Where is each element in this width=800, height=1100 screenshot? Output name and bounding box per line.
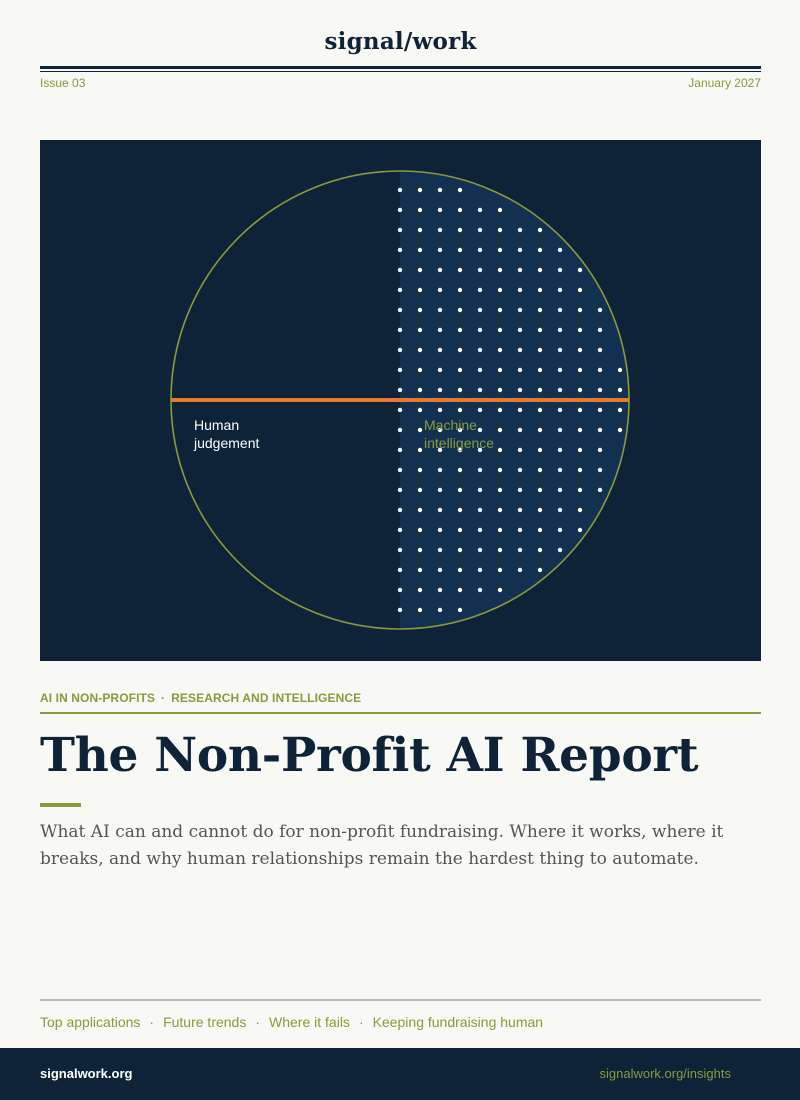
grid-dot [498, 268, 502, 272]
grid-dot [538, 508, 542, 512]
grid-dot [398, 188, 402, 192]
grid-dot [478, 468, 482, 472]
grid-dot [418, 268, 422, 272]
grid-dot [618, 388, 622, 392]
grid-dot [438, 548, 442, 552]
toc-item-keeping-fundraising-human[interactable]: Keeping fundraising human [372, 1014, 544, 1030]
grid-dot [418, 368, 422, 372]
grid-dot [438, 328, 442, 332]
grid-dot [538, 268, 542, 272]
grid-dot [498, 508, 502, 512]
toc-separator: · [149, 1014, 155, 1030]
grid-dot [578, 448, 582, 452]
grid-dot [478, 288, 482, 292]
grid-dot [558, 548, 562, 552]
grid-dot [578, 348, 582, 352]
machine-label-line-1: Machine [424, 417, 477, 433]
human-judgement-label [194, 416, 294, 452]
issue-date: January 2027 [688, 76, 761, 90]
grid-dot [458, 308, 462, 312]
footer-bar [0, 1048, 800, 1100]
grid-dot [418, 608, 422, 612]
grid-dot [418, 528, 422, 532]
grid-dot [538, 448, 542, 452]
grid-dot [598, 328, 602, 332]
grid-dot [458, 368, 462, 372]
grid-dot [438, 348, 442, 352]
grid-dot [518, 568, 522, 572]
human-label-line-2: judgement [194, 435, 260, 451]
grid-dot [398, 608, 402, 612]
report-title: The Non-Profit AI Report [40, 728, 699, 783]
grid-dot [478, 388, 482, 392]
masthead-rule-thin [40, 71, 761, 72]
grid-dot [558, 448, 562, 452]
grid-dot [458, 228, 462, 232]
grid-dot [438, 468, 442, 472]
grid-dot [498, 368, 502, 372]
grid-dot [438, 388, 442, 392]
report-subtitle: What AI can and cannot do for non-profit fundraising. Where it works, where it breaks, and why human relationships remain the hardest thing to automate. [40, 822, 724, 869]
grid-dot [398, 508, 402, 512]
grid-dot [478, 588, 482, 592]
grid-dot [458, 468, 462, 472]
grid-dot [478, 508, 482, 512]
hero-graphic [40, 140, 761, 661]
grid-dot [478, 248, 482, 252]
grid-dot [398, 388, 402, 392]
grid-dot [518, 308, 522, 312]
grid-dot [398, 248, 402, 252]
grid-dot [478, 488, 482, 492]
grid-dot [498, 228, 502, 232]
grid-dot [478, 208, 482, 212]
grid-dot [438, 228, 442, 232]
grid-dot [538, 408, 542, 412]
grid-dot [578, 308, 582, 312]
grid-dot [438, 528, 442, 532]
grid-dot [498, 528, 502, 532]
grid-dot [478, 228, 482, 232]
grid-dot [398, 288, 402, 292]
grid-dot [558, 388, 562, 392]
grid-dot [558, 528, 562, 532]
grid-dot [578, 508, 582, 512]
grid-dot [518, 468, 522, 472]
grid-dot [398, 348, 402, 352]
grid-dot [418, 568, 422, 572]
grid-dot [598, 428, 602, 432]
grid-dot [438, 608, 442, 612]
grid-dot [538, 368, 542, 372]
grid-dot [578, 328, 582, 332]
grid-dot [578, 468, 582, 472]
grid-dot [618, 408, 622, 412]
grid-dot [538, 468, 542, 472]
grid-dot [418, 248, 422, 252]
grid-dot [458, 288, 462, 292]
grid-dot [598, 308, 602, 312]
grid-dot [538, 308, 542, 312]
grid-dot [598, 408, 602, 412]
toc-item-where-it-fails[interactable]: Where it fails [269, 1014, 350, 1030]
grid-dot [518, 388, 522, 392]
grid-dot [438, 288, 442, 292]
grid-dot [418, 588, 422, 592]
grid-dot [458, 608, 462, 612]
machine-intelligence-label [424, 416, 534, 452]
grid-dot [558, 408, 562, 412]
grid-dot [558, 248, 562, 252]
grid-dot [398, 568, 402, 572]
grid-dot [498, 408, 502, 412]
grid-dot [578, 268, 582, 272]
grid-dot [418, 448, 422, 452]
grid-dot [418, 308, 422, 312]
toc-item-top-applications[interactable]: Top applications [40, 1014, 141, 1030]
grid-dot [498, 588, 502, 592]
issue-number: Issue 03 [40, 76, 86, 90]
category-tags [40, 691, 361, 705]
grid-dot [538, 548, 542, 552]
masthead-rule-thick [40, 66, 761, 69]
grid-dot [498, 468, 502, 472]
grid-dot [578, 428, 582, 432]
grid-dot [418, 228, 422, 232]
grid-dot [598, 388, 602, 392]
grid-dot [558, 308, 562, 312]
grid-dot [438, 308, 442, 312]
grid-dot [578, 288, 582, 292]
toc-item-future-trends[interactable]: Future trends [163, 1014, 247, 1030]
grid-dot [418, 468, 422, 472]
grid-dot [398, 308, 402, 312]
toc-separator: · [255, 1014, 261, 1030]
grid-dot [438, 248, 442, 252]
grid-dot [458, 528, 462, 532]
grid-dot [458, 588, 462, 592]
title-accent-bar [40, 803, 81, 807]
grid-dot [578, 388, 582, 392]
grid-dot [498, 288, 502, 292]
grid-dot [558, 348, 562, 352]
grid-dot [518, 248, 522, 252]
grid-dot [418, 288, 422, 292]
grid-dot [538, 528, 542, 532]
tag-research-intelligence[interactable]: RESEARCH AND INTELLIGENCE [171, 691, 362, 705]
grid-dot [598, 448, 602, 452]
grid-dot [458, 268, 462, 272]
grid-dot [618, 428, 622, 432]
grid-dot [518, 328, 522, 332]
toc-rule [40, 999, 761, 1001]
grid-dot [518, 508, 522, 512]
footer-insights-link[interactable]: signalwork.org/insights [599, 1066, 731, 1081]
grid-dot [478, 268, 482, 272]
grid-dot [518, 528, 522, 532]
grid-dot [538, 428, 542, 432]
grid-dot [418, 548, 422, 552]
grid-dot [458, 568, 462, 572]
grid-dot [398, 228, 402, 232]
grid-dot [398, 408, 402, 412]
grid-dot [498, 548, 502, 552]
grid-dot [398, 428, 402, 432]
grid-dot [498, 308, 502, 312]
grid-dot [538, 328, 542, 332]
grid-dot [538, 388, 542, 392]
grid-dot [458, 548, 462, 552]
grid-dot [398, 468, 402, 472]
grid-dot [418, 188, 422, 192]
grid-dot [418, 428, 422, 432]
grid-dot [518, 348, 522, 352]
grid-dot [578, 528, 582, 532]
grid-dot [478, 548, 482, 552]
grid-dot [598, 488, 602, 492]
grid-dot [458, 408, 462, 412]
grid-dot [438, 188, 442, 192]
grid-dot [538, 348, 542, 352]
grid-dot [478, 408, 482, 412]
tag-ai-non-profits[interactable]: AI IN NON-PROFITS [40, 691, 156, 705]
grid-dot [418, 388, 422, 392]
grid-dot [538, 228, 542, 232]
grid-dot [438, 568, 442, 572]
grid-dot [478, 308, 482, 312]
grid-dot [538, 568, 542, 572]
grid-dot [398, 548, 402, 552]
grid-dot [458, 248, 462, 252]
grid-dot [398, 268, 402, 272]
footer-site-link[interactable]: signalwork.org [40, 1066, 133, 1081]
grid-dot [518, 368, 522, 372]
grid-dot [458, 508, 462, 512]
grid-dot [438, 588, 442, 592]
grid-dot [558, 368, 562, 372]
grid-dot [518, 228, 522, 232]
grid-dot [578, 368, 582, 372]
grid-dot [438, 208, 442, 212]
grid-dot [418, 208, 422, 212]
grid-dot [398, 588, 402, 592]
grid-dot [418, 508, 422, 512]
grid-dot [498, 248, 502, 252]
grid-dot [438, 268, 442, 272]
grid-dot [478, 568, 482, 572]
grid-dot [518, 288, 522, 292]
grid-dot [438, 368, 442, 372]
grid-dot [478, 528, 482, 532]
grid-dot [558, 508, 562, 512]
grid-dot [458, 388, 462, 392]
masthead-title: signal/work [324, 28, 477, 55]
grid-dot [398, 528, 402, 532]
grid-dot [458, 488, 462, 492]
toc-separator: · [358, 1014, 364, 1030]
grid-dot [398, 488, 402, 492]
grid-dot [518, 268, 522, 272]
grid-dot [538, 488, 542, 492]
grid-dot [398, 328, 402, 332]
grid-dot [478, 348, 482, 352]
grid-dot [538, 288, 542, 292]
grid-dot [518, 548, 522, 552]
grid-dot [458, 208, 462, 212]
grid-dot [438, 488, 442, 492]
tag-separator: · [161, 691, 166, 705]
grid-dot [458, 188, 462, 192]
grid-dot [418, 408, 422, 412]
grid-dot [458, 348, 462, 352]
grid-dot [558, 488, 562, 492]
grid-dot [578, 488, 582, 492]
human-label-line-1: Human [194, 417, 240, 433]
grid-dot [558, 268, 562, 272]
hero-illustration [40, 140, 761, 661]
grid-dot [438, 508, 442, 512]
grid-dot [598, 468, 602, 472]
grid-dot [498, 568, 502, 572]
grid-dot [458, 328, 462, 332]
grid-dot [558, 428, 562, 432]
grid-dot [538, 248, 542, 252]
grid-dot [418, 348, 422, 352]
grid-dot [478, 328, 482, 332]
grid-dot [398, 448, 402, 452]
grid-dot [518, 488, 522, 492]
grid-dot [498, 348, 502, 352]
grid-dot [578, 408, 582, 412]
grid-dot [478, 368, 482, 372]
tag-rule [40, 712, 761, 714]
grid-dot [498, 208, 502, 212]
grid-dot [398, 208, 402, 212]
grid-dot [418, 488, 422, 492]
grid-dot [418, 328, 422, 332]
grid-dot [558, 468, 562, 472]
table-of-contents [40, 1014, 543, 1030]
grid-dot [598, 348, 602, 352]
grid-dot [518, 408, 522, 412]
grid-dot [498, 328, 502, 332]
grid-dot [598, 368, 602, 372]
grid-dot [498, 488, 502, 492]
grid-dot [498, 388, 502, 392]
grid-dot [558, 328, 562, 332]
machine-label-line-2: intelligence [424, 435, 495, 451]
grid-dot [618, 368, 622, 372]
grid-dot [438, 408, 442, 412]
grid-dot [398, 368, 402, 372]
grid-dot [558, 288, 562, 292]
